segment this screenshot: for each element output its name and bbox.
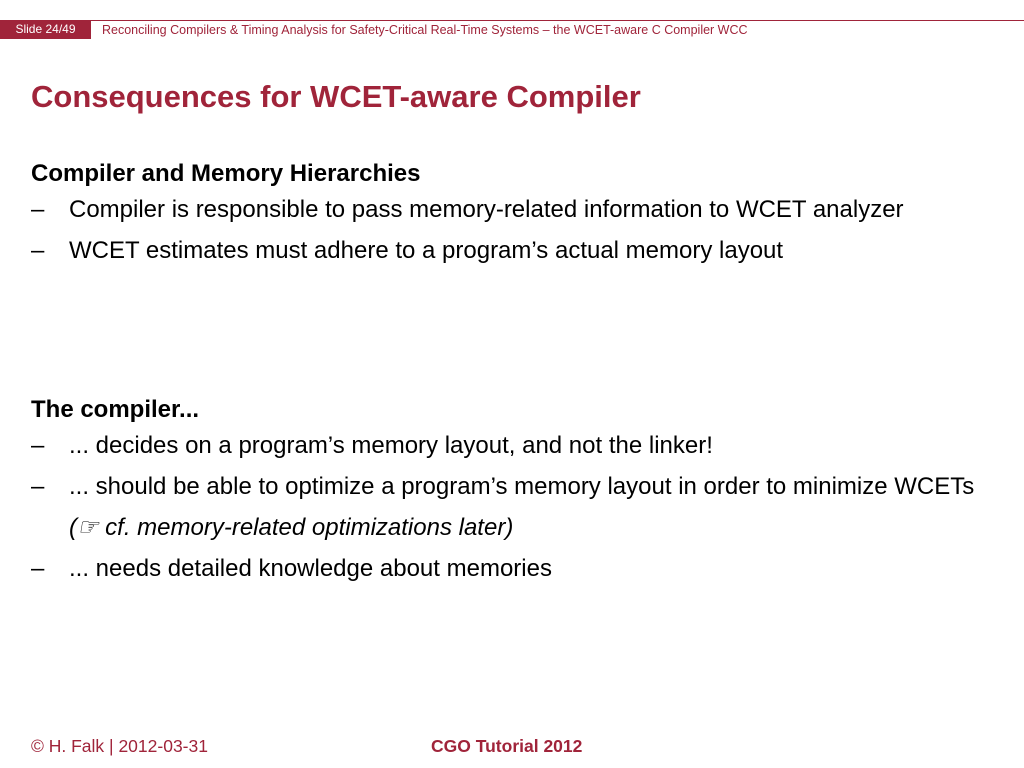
bullet-item	[31, 189, 991, 230]
bullet-dash: –	[31, 237, 45, 264]
bullet-list	[31, 189, 991, 271]
deck-title: Reconciling Compilers & Timing Analysis for Safety-Critical Real-Time Systems – the WCET-aware C Compiler WCC	[102, 23, 748, 37]
slide-counter-badge: Slide 24/49	[0, 20, 91, 39]
bullet-text: ... should be able to optimize a program’s memory layout in order to minimize WCETs	[69, 473, 975, 500]
footer-author-date: © H. Falk | 2012-03-31	[31, 736, 208, 756]
bullet-dash: –	[31, 473, 45, 500]
section-heading: The compiler...	[31, 396, 200, 423]
section-the-compiler	[31, 395, 991, 589]
bullet-item	[31, 548, 991, 589]
bullet-dash: –	[31, 555, 45, 582]
cross-reference-note: (☞ cf. memory-related optimizations later)	[69, 514, 514, 541]
bullet-item	[31, 466, 991, 548]
bullet-list	[31, 425, 991, 589]
slide-title: Consequences for WCET-aware Compiler	[31, 79, 641, 114]
bullet-dash: –	[31, 196, 45, 223]
bullet-dash: –	[31, 432, 45, 459]
bullet-text: ... decides on a program’s memory layout, and not the linker!	[69, 432, 713, 459]
section-memory-hierarchies	[31, 159, 991, 271]
footer-event: CGO Tutorial 2012	[431, 736, 583, 756]
bullet-item	[31, 425, 991, 466]
bullet-item	[31, 230, 991, 271]
bullet-text: ... needs detailed knowledge about memories	[69, 555, 552, 582]
bullet-text: Compiler is responsible to pass memory-related information to WCET analyzer	[69, 196, 904, 223]
section-heading: Compiler and Memory Hierarchies	[31, 160, 421, 187]
bullet-text: WCET estimates must adhere to a program’s actual memory layout	[69, 237, 784, 264]
